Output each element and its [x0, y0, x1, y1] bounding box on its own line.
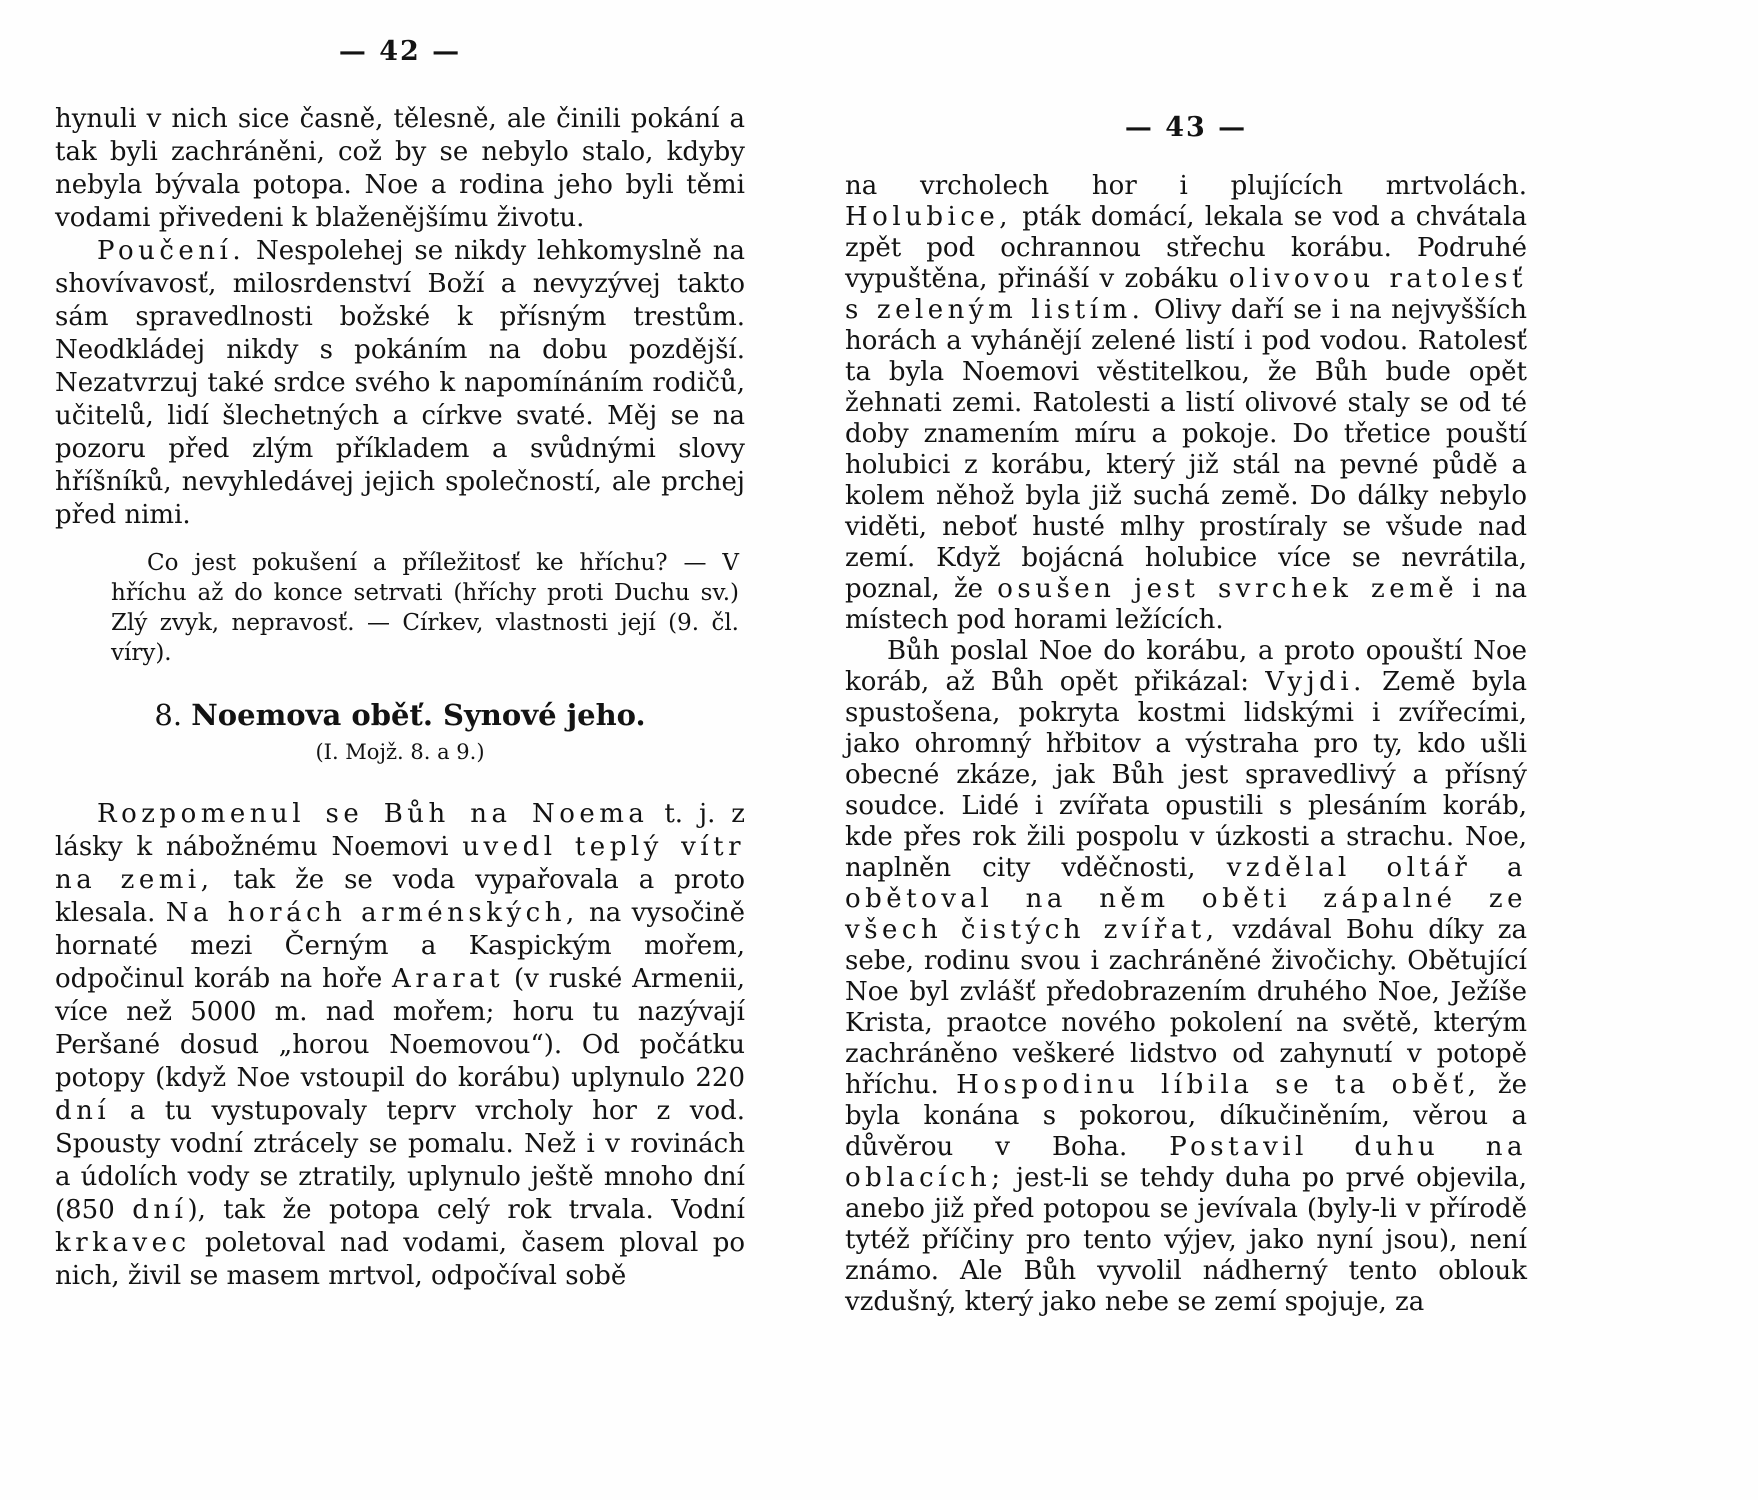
page-number-right: — 43 — [1124, 112, 1248, 143]
emphasized-spaced-text: uvedl teplý vítr na zemi, [55, 832, 745, 895]
paragraph [55, 103, 745, 235]
paragraph [845, 636, 1527, 1318]
emphasized-spaced-text: dní [132, 1195, 188, 1225]
emphasized-spaced-text: Postavil duhu na oblacích; [845, 1132, 1527, 1193]
text-run: hynuli v nich sice časně, tělesně, ale činili pokání a tak byli zachráněni, což by se nebylo stalo, kdyby nebyla bývala potopa. Noe a rodina jeho byli těmi vodami přivedeni k blaženějšímu životu. [55, 104, 745, 233]
paragraph [845, 171, 1527, 636]
text-run: na vrcholech hor i plujících mrtvolách. [845, 171, 1527, 201]
emphasized-spaced-text: Hospodinu líbila se ta oběť, [956, 1070, 1481, 1100]
text-run: i na místech pod horami ležících. [845, 574, 1527, 635]
text-run: Země byla spustošena, pokryta kostmi lidskými i zvířecími, jako ohromný hřbitov a výstraha pro ty, kdo ušli obecné zkáze, jak Bůh jest spravedlivý a přísný soudce. Lidé i zvířata opustili s plesáním koráb, kde přes rok žili pospolu v úzkosti a strachu. Noe, naplněn city vděčnosti, [845, 667, 1527, 883]
text-run: 8. [154, 698, 192, 732]
text-run: že byla konána s pokorou, díkučiněním, věrou a důvěrou v Boha. [845, 1070, 1527, 1162]
emphasized-spaced-text: Na horách arménských, [165, 898, 579, 928]
emphasized-spaced-text: krkavec [55, 1228, 191, 1258]
text-run: (I. Mojž. 8. a 9.) [315, 740, 485, 764]
text-run: (v ruské Armenii, více než 5000 m. nad mořem; horu tu nazývají Peršané dosud „horou Noemovou“). Od počátku potopy (když Noe vstoupil do korábu) uplynulo 220 [55, 964, 746, 1093]
paragraph [55, 235, 745, 532]
emphasized-spaced-text: Poučení. [97, 236, 246, 266]
emphasized-spaced-text: vzdělal oltář a obětoval na něm oběti zápalné ze všech čistých zvířat, [845, 853, 1527, 945]
paragraph [55, 798, 745, 1293]
quote-block [111, 548, 739, 668]
page-43-content [845, 171, 1527, 1318]
emphasized-spaced-text: Holubice, [845, 202, 1013, 232]
text-run: a tu vystupovaly teprv vrcholy hor z vod. Spousty vodní ztrácely se pomalu. Než i v rovinách a údolích vody se ztratily, uplynulo ještě mnoho dní (850 [55, 1096, 745, 1225]
emphasized-spaced-text: Rozpomenul se Bůh na Noema [97, 799, 649, 829]
text-run: jest-li se tehdy duha po prvé objevila, anebo již před potopou se jevívala (byly-li v přírodě tytéž příčiny pro tento výjev, jako nyní jsou), není známo. Ale Bůh vyvolil nádherný tento oblouk vzdušný, který jako nebe se zemí spojuje, za [845, 1163, 1527, 1317]
emphasized-spaced-text: olivovou ratolesť s zeleným listím. [845, 264, 1527, 325]
text-run: poletoval nad vodami, časem ploval po nich, živil se masem mrtvol, odpočíval sobě [55, 1228, 745, 1291]
section-heading [55, 698, 745, 732]
page-42-content [55, 103, 745, 1293]
text-run: tak že se voda vypařovala a proto klesala. [55, 865, 745, 928]
emphasized-spaced-text: Ararat [392, 964, 505, 994]
book-page-42 [55, 36, 745, 1293]
text-run: Nespolehej se nikdy lehkomyslně na shovívavosť, milosrdenství Boží a nevyzývej takto sám spravedlnosti božské k přísným trestům. Neodkládej nikdy s pokáním na dobu pozdější. Nezatvrzuj také srdce svého k napomínáním rodičů, učitelů, lidí šlechetných a církve svaté. Měj se na pozoru před zlým příkladem a svůdnými slovy hříšníků, nevyhledávej jejich společností, ale prchej před nimi. [55, 236, 745, 530]
page-number-left: — 42 — [338, 36, 462, 67]
emphasized-spaced-text: osušen jest svrchek země [997, 574, 1459, 604]
text-run: t. j. z lásky k nábožnému Noemovi [55, 799, 745, 862]
section-subheading [55, 740, 745, 764]
text-run: pták domácí, lekala se vod a chvátala zpět pod ochrannou střechu korábu. Podruhé vypuštěna, přináší v zobáku [845, 202, 1527, 294]
emphasized-spaced-text: Vyjdi. [1265, 667, 1366, 697]
text-run: ), tak že potopa celý rok trvala. Vodní [187, 1195, 745, 1225]
text-run: Bůh poslal Noe do korábu, a proto opouští Noe koráb, až Bůh opět přikázal: [845, 636, 1527, 697]
bold-text: Noemova oběť. Synové jeho. [191, 698, 646, 732]
book-page-43 [845, 112, 1527, 1318]
text-run: na vysočině hornaté mezi Černým a Kaspickým mořem, odpočinul koráb na hoře [55, 898, 745, 994]
text-run: vzdával Bohu díky za sebe, rodinu svou i zachráněné živočichy. Obětující Noe byl zvlášť předobrazením druhého Noe, Ježíše Krista, praotce nového pokolení na světě, kterým zachráněno veškeré lidstvo od zahynutí v potopě hříchu. [845, 915, 1527, 1100]
emphasized-spaced-text: dní [55, 1096, 111, 1126]
text-run: Olivy daří se i na nejvyšších horách a vyhánějí zelené listí i pod vodou. Ratolesť ta byla Noemovi věstitelkou, že Bůh bude opět žehnati zemi. Ratolesti a listí olivové staly se od té doby znamením míru a pokoje. Do třetice pouští holubici z korábu, který již stál na pevné půdě a kolem něhož byla již suchá země. Do dálky nebylo viděti, neboť husté mlhy prostíraly se všude nad zemí. Když bojácná holubice více se nevrátila, poznal, že [845, 295, 1527, 604]
text-run: Co jest pokušení a příležitosť ke hříchu? — V hříchu až do konce setrvati (hříchy proti Duchu sv.) Zlý zvyk, nepravosť. — Církev, vlastnosti její (9. čl. víry). [111, 550, 739, 666]
